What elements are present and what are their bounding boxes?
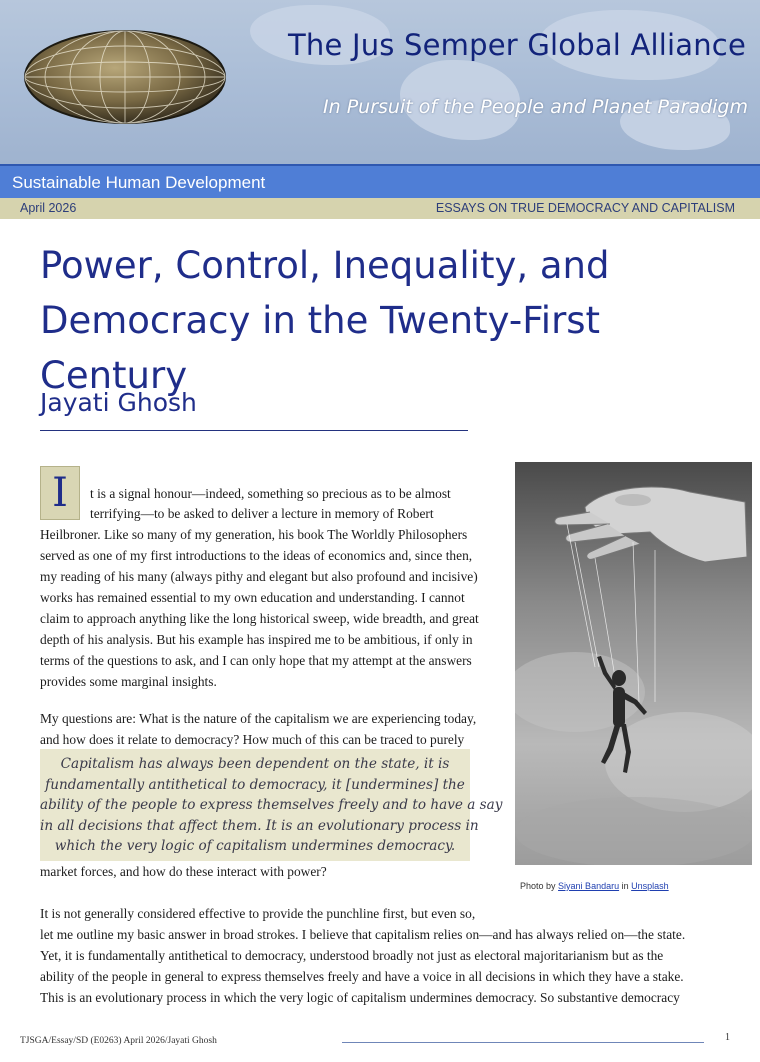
title-line: Power, Control, Inequality, and [40,244,610,287]
section-name: Sustainable Human Development [12,173,266,192]
pull-quote-line: fundamentally antithetical to democracy, it [undermines] the [45,776,465,793]
body-line: served as one of my first introductions to the ideas of economics and, since then, [40,548,473,563]
drop-cap: I [40,466,80,520]
body-line: terms of the questions to ask, and I can only hope that my attempt at the answers [40,653,472,668]
header-banner [0,0,760,164]
body-line: Yet, it is fundamentally antithetical to democracy, understood broadly not just as electoral majoritarianism but as the [40,948,664,963]
pull-quote-line: which the very logic of capitalism undermines democracy. [54,838,456,854]
body-line: claim to approach anything like the long historical sweep, wide breadth, and great [40,611,479,626]
globe-logo-icon [20,26,230,128]
body-line: Heilbroner. Like so many of my generation, his book The Worldly Philosophers [40,527,468,542]
pull-quote [40,749,503,861]
body-line: This is an evolutionary process in which the very logic of capitalism undermines democracy. So substantive democracy [40,990,680,1005]
unsplash-link[interactable]: Unsplash [631,881,669,891]
body-line: market forces, and how do these interact with power? [40,864,327,879]
body-line: and how does it relate to democracy? How much of this can be traced to purely [40,732,465,747]
author-name: Jayati Ghosh [40,388,197,417]
series-name: ESSAYS ON TRUE DEMOCRACY AND CAPITALISM [435,201,735,215]
pull-quote-line: in all decisions that affect them. It is an evolutionary process in [40,817,479,834]
credit-mid: in [621,881,629,891]
body-line: It is not generally considered effective to provide the punchline first, but even so, [40,906,476,921]
body-line: t is a signal honour—indeed, something so precious as to be almost [90,486,451,501]
body-line: terrifying—to be asked to deliver a lecture in memory of Robert [90,506,434,521]
section-band [0,164,760,198]
photographer-link[interactable]: Siyani Bandaru [558,881,620,891]
marionette-photo [515,462,752,865]
organization-tagline: In Pursuit of the People and Planet Paradigm [323,96,748,118]
pull-quote-line: Capitalism has always been dependent on the state, it is [60,756,450,772]
page-number: 1 [725,1032,730,1043]
author-divider [40,430,468,431]
footer-divider [342,1042,704,1043]
body-line: let me outline my basic answer in broad strokes. I believe that capitalism relies on—and has always relied on—the state. [40,927,686,942]
body-line: provides some marginal insights. [40,674,217,689]
body-line: ability of the people in general to express themselves freely and have a voice in all decisions in which they have a stake. [40,969,684,984]
body-line: My questions are: What is the nature of the capitalism we are experiencing today, [40,711,477,726]
issue-date: April 2026 [20,201,77,215]
title-line: Democracy in the Twenty-First Century [40,299,601,397]
issue-band [0,198,760,219]
article-title [40,238,740,403]
credit-prefix: Photo by [520,881,556,891]
body-line: depth of his analysis. But his example has inspired me to be ambitious, if only in [40,632,473,647]
photo-credit [520,881,669,891]
pull-quote-line: ability of the people to express themselves freely and to have a say [40,797,503,813]
organization-title: The Jus Semper Global Alliance [288,28,746,62]
body-line: works has remained essential to my own education and understanding. I cannot [40,590,465,605]
document-reference: TJSGA/Essay/SD (E0263) April 2026/Jayati Ghosh [20,1036,217,1046]
body-line: my reading of his many (always pithy and elegant but also profound and incisive) [40,569,478,584]
